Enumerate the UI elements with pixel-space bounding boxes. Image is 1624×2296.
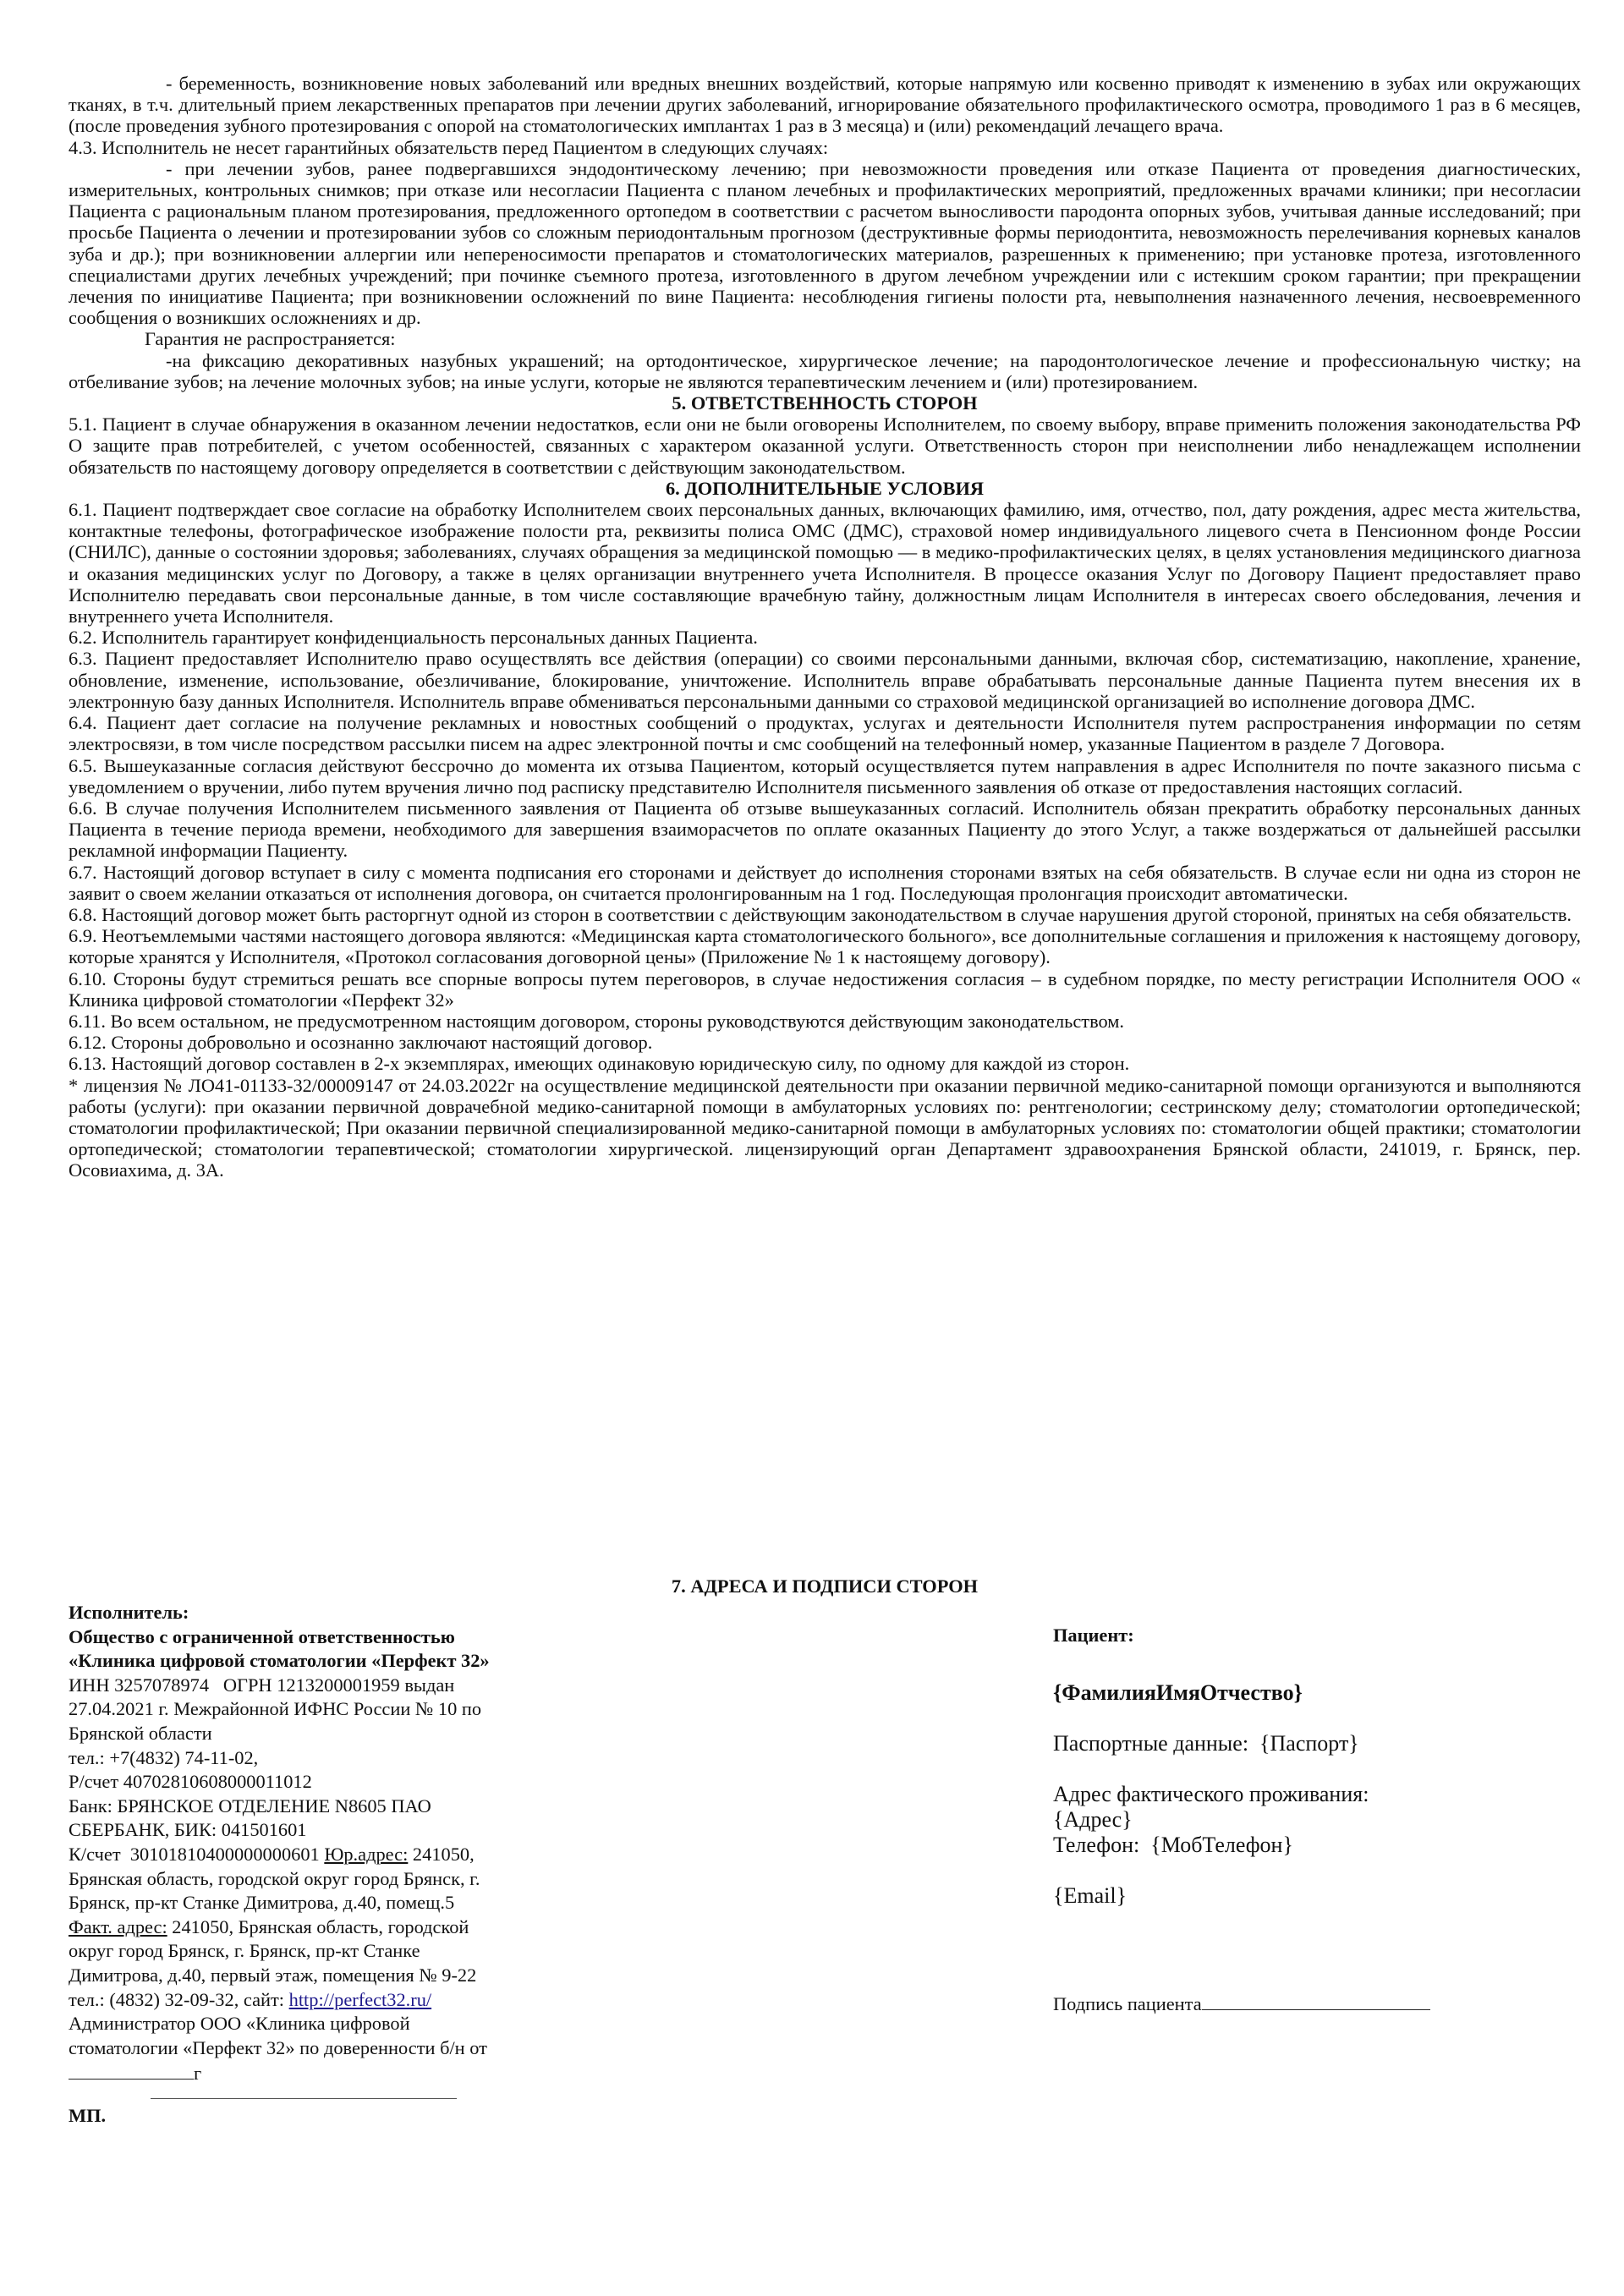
clause-6-1: 6.1. Пациент подтверждает свое согласие на обработку Исполнителем своих персональных данных, включающих фамилию, имя, отчество, пол, дату рождения, адрес места жительства, контактные телефоны, фотографическое изображение полости рта, реквизиты полиса ОМС (ДМС), страховой номер индивидуального лицевого счета в Пенсионном фонде России (СНИЛС), данные о состоянии здоровья; заболеваниях, случаях обращения за медицинской помощью — в медико-профилактических целях, в целях установления медицинского диагноза и оказания медицинских услуг по Договору, а также в целях организации внутреннего учета Исполнителя. В процессе оказания Услуг по Договору Пациент предоставляет право Исполнителю передавать свои персональные данные, в том числе составляющие врачебную тайну, должностным лицам Исполнителя в интересах своего обследования, лечения и внутреннего учета Исполнителя. (69, 499, 1581, 627)
contract-page-body (69, 73, 1581, 1181)
legal-address-part2: Брянская область, городской округ город Брянск, г. (69, 1867, 480, 1889)
legal-address-label: Юр.адрес: (324, 1843, 409, 1865)
date-blank-field[interactable] (69, 2060, 194, 2080)
patient-phone: Телефон: {МобТелефон} (1053, 1833, 1293, 1857)
section-7-title: 7. АДРЕСА И ПОДПИСИ СТОРОН (671, 1575, 979, 1597)
fact-address-line1 (69, 1915, 610, 1940)
executor-org-line1: Общество с ограниченной ответственностью (69, 1625, 455, 1647)
patient-details (1053, 1623, 1527, 2017)
executor-phone2: тел.: (4832) 32-09-32, сайт: (69, 1988, 289, 2010)
clause-6-4: 6.4. Пациент дает согласие на получение рекламных и новостных сообщений о продуктах, услугах и деятельности Исполнителя путем распространения информации по сетям электросвязи, в том числе посредством рассылки писем на адрес электронной почты и смс сообщений на телефонный номер, указанные Пациентом в разделе 7 Договора. (69, 712, 1581, 755)
clause-6-12: 6.12. Стороны добровольно и осознанно заключают настоящий договор. (69, 1032, 653, 1054)
clause-6-2: 6.2. Исполнитель гарантирует конфиденциальность персональных данных Пациента. (69, 627, 758, 649)
section-5-title: 5. ОТВЕТСТВЕННОСТЬ СТОРОН (672, 392, 978, 414)
executor-signature-line[interactable] (151, 2086, 457, 2099)
patient-address-label: Адрес фактического проживания: (1053, 1782, 1369, 1806)
executor-issued: 27.04.2021 г. Межрайонной ИФНС России № 10 по (69, 1698, 482, 1720)
executor-region: Брянской области (69, 1722, 212, 1744)
patient-passport: Паспортные данные: {Паспорт} (1053, 1731, 1359, 1756)
fact-address-label: Факт. адрес: (69, 1915, 167, 1937)
license-note: * лицензия № ЛО41-01133-32/00009147 от 24.03.2022г на осуществление медицинской деятельности при оказании первичной медико-санитарной помощи организуются и выполняются работы (услуги): при оказании первичной доврачебной медико-санитарной помощи в амбулаторных условиях по: рентгенологии; сестринскому делу; стоматологии ортопедической; стоматологии профилактической; При оказании первичной специализированной медико-санитарной помощи в амбулаторных условиях по: стоматологии общей практики; стоматологии ортопедической; стоматологии терапевтической; стоматологии хирургической. лицензирующий орган Департамент здравоохранения Брянской области, 241019, г. Брянск, пер. Осовиахима, д. 3А. (69, 1074, 1581, 1181)
stamp-place: МП. (69, 2104, 107, 2126)
warranty-exclusion-pregnancy: - беременность, возникновение новых заболеваний или вредных внешних воздействий, которые напрямую или косвенно приводят к изменению в зубах или окружающих тканях, в т.ч. длительный прием лекарственных препаратов при лечении других заболеваний, игнорирование обязательного профилактического осмотра, проводимого 1 раз в 6 месяцев, (после проведения зубного протезирования с опорой на стоматологических имплантах 1 раз в 3 месяца) и (или) рекомендаций лечащего врача. (69, 73, 1581, 137)
section-6-title: 6. ДОПОЛНИТЕЛЬНЫЕ УСЛОВИЯ (665, 477, 985, 499)
executor-bank-line2: СБЕРБАНК, БИК: 041501601 (69, 1819, 307, 1841)
legal-address-part3: Брянск, пр-кт Станке Димитрова, д.40, помещ.5 (69, 1892, 455, 1914)
admin-line1: Администратор ООО «Клиника цифровой (69, 2013, 410, 2035)
clause-6-11: 6.11. Во всем остальном, не предусмотренном настоящим договором, стороны руководствуются действующим законодательством. (69, 1010, 1125, 1032)
warranty-not-applicable-heading: Гарантия не распространяется: (145, 328, 396, 350)
legal-address-part1: 241050, (408, 1843, 475, 1865)
fact-address-part3: Димитрова, д.40, первый этаж, помещения № 9-22 (69, 1964, 477, 1986)
admin-line2: стоматологии «Перфект 32» по доверенности б/н от (69, 2036, 487, 2058)
executor-phone: тел.: +7(4832) 74-11-02, (69, 1746, 259, 1768)
warranty-not-applicable-list: -на фиксацию декоративных назубных украшений; на ортодонтическое, хирургическое лечение; на пародонтологическое лечение и профессиональную чистку; на отбеливание зубов; на лечение молочных зубов; на иные услуги, которые не являются терапевтическим лечением и (или) протезированием. (69, 349, 1581, 392)
patient-signature-field[interactable] (1202, 1992, 1430, 2010)
executor-corr-legal-addr (69, 1843, 610, 1867)
patient-email: {Email} (1053, 1883, 1127, 1908)
clause-6-7: 6.7. Настоящий договор вступает в силу с момента подписания его сторонами и действует до исполнения сторонами взятых на себя обязательств. В случае если ни одна из сторон не заявит о своем желании отказаться от исполнения договора, он считается пролонгированным на 1 год. Последующая пролонгация происходит автоматически. (69, 861, 1581, 904)
clause-4-3-cases: - при лечении зубов, ранее подвергавшихся эндодонтическому лечению; при невозможности проведения или отказе Пациента от проведения диагностических, измерительных, контрольных снимков; при отказе или несогласии Пациента с планом лечебных и профилактических мероприятий, предложенных врачами клиники; при несогласии Пациента с рациональным планом протезирования, предложенного ортопедом в соответствии с расчетом выносливости пародонта опорных зубов, учитывая данные исследований; при просьбе Пациента о лечении и протезировании зубов со сложным периодонтальным прогнозом (деструктивные формы периодонтита, невозможность перелечивания корневых каналов зуба и др.); при возникновении аллергии или непереносимости препаратов и стоматологических материалов, разрешенных к применению; при установке протеза, изготовленного специалистами других лечебных учреждений; при починке съемного протеза, изготовленного в другом лечебном учреждении или с истекшим сроком гарантии; при прекращении лечения по инициативе Пациента; при возникновении осложнений по вине Пациента: несоблюдения гигиены полости рта, невыполнения назначенного лечения, несвоевременного сообщения о возникших осложнениях и др. (69, 157, 1581, 329)
executor-inn-ogrn: ИНН 3257078974 ОГРН 1213200001959 выдан (69, 1674, 455, 1696)
fact-address-part1: 241050, Брянская область, городской (167, 1915, 469, 1937)
clause-4-3: 4.3. Исполнитель не несет гарантийных обязательств перед Пациентом в следующих случаях: (69, 136, 829, 158)
executor-phone-site (69, 1988, 610, 2013)
patient-full-name: {ФамилияИмяОтчество} (1053, 1680, 1303, 1705)
website-link[interactable]: http://perfect32.ru/ (288, 1988, 432, 2010)
executor-details (69, 1601, 610, 2128)
clause-6-3: 6.3. Пациент предоставляет Исполнителю право осуществлять все действия (операции) со своими персональными данными, включая сбор, систематизацию, накопление, хранение, обновление, изменение, использование, обезличивание, блокирование, уничтожение. Исполнитель вправе обрабатывать персональные данные Пациента путем внесения их в электронную базу данных Исполнителя. Исполнитель вправе обмениваться персональными данными со страховой медицинской организацией во исполнение договора ДМС. (69, 648, 1581, 712)
patient-signature (1053, 1992, 1527, 2017)
power-of-attorney-date (69, 2060, 610, 2086)
executor-account: Р/счет 40702810608000011012 (69, 1771, 312, 1793)
addresses-signatures-section (69, 1575, 1581, 2126)
date-suffix: г (194, 2063, 202, 2085)
clause-6-5: 6.5. Вышеуказанные согласия действуют бессрочно до момента их отзыва Пациентом, который осуществляется путем направления в адрес Исполнителя по почте заказного письма с уведомлением о вручении, либо путем вручения лично под расписку представителю Исполнителя письменного заявления об отказе от предоставления настоящих согласий. (69, 754, 1581, 797)
patient-address-value: {Адрес} (1053, 1807, 1133, 1832)
executor-corr-account: К/счет 30101810400000000601 (69, 1843, 325, 1865)
clause-6-10: 6.10. Стороны будут стремиться решать все спорные вопросы путем переговоров, в случае недостижения согласия – в судебном порядке, по месту регистрации Исполнителя ООО « Клиника цифровой стоматологии «Перфект 32» (69, 967, 1581, 1011)
executor-label: Исполнитель: (69, 1602, 189, 1623)
clause-6-6: 6.6. В случае получения Исполнителем письменного заявления от Пациента об отзыве вышеуказанных согласий. Исполнитель обязан прекратить обработку персональных данных Пациента в течение периода времени, необходимого для завершения взаиморасчетов по оплате оказанных Пациенту до этого Услуг, а также воздержаться от дальнейшей рассылки рекламной информации Пациенту. (69, 797, 1581, 862)
patient-label: Пациент: (1053, 1625, 1134, 1646)
fact-address-part2: округ город Брянск, г. Брянск, пр-кт Станке (69, 1940, 420, 1962)
clause-6-9: 6.9. Неотъемлемыми частями настоящего договора являются: «Медицинская карта стоматологического больного», все дополнительные соглашения и приложения к настоящему договору, которые хранятся у Исполнителя, «Протокол согласования договорной цены» (Приложение № 1 к настоящему договору). (69, 925, 1581, 968)
executor-org-line2: «Клиника цифровой стоматологии «Перфект 32» (69, 1650, 490, 1672)
executor-bank-line1: Банк: БРЯНСКОЕ ОТДЕЛЕНИЕ N8605 ПАО (69, 1795, 431, 1817)
clause-5-1: 5.1. Пациент в случае обнаружения в оказанном лечении недостатков, если они не были оговорены Исполнителем, по своему выбору, вправе применить положения законодательства РФ О защите прав потребителей, с учетом особенностей, связанных с характером оказанной услуги. Ответственность сторон при неисполнении либо ненадлежащем исполнении обязательств по настоящему договору определяется в соответствии с действующим законодательством. (69, 414, 1581, 478)
clause-6-13: 6.13. Настоящий договор составлен в 2-х экземплярах, имеющих одинаковую юридическую силу, по одному для каждой из сторон. (69, 1053, 1130, 1075)
patient-signature-label: Подпись пациента (1053, 1993, 1202, 2014)
clause-6-8: 6.8. Настоящий договор может быть расторгнут одной из сторон в соответствии с действующим законодательством в случае нарушения другой стороной, принятых на себя обязательств. (69, 903, 1572, 925)
